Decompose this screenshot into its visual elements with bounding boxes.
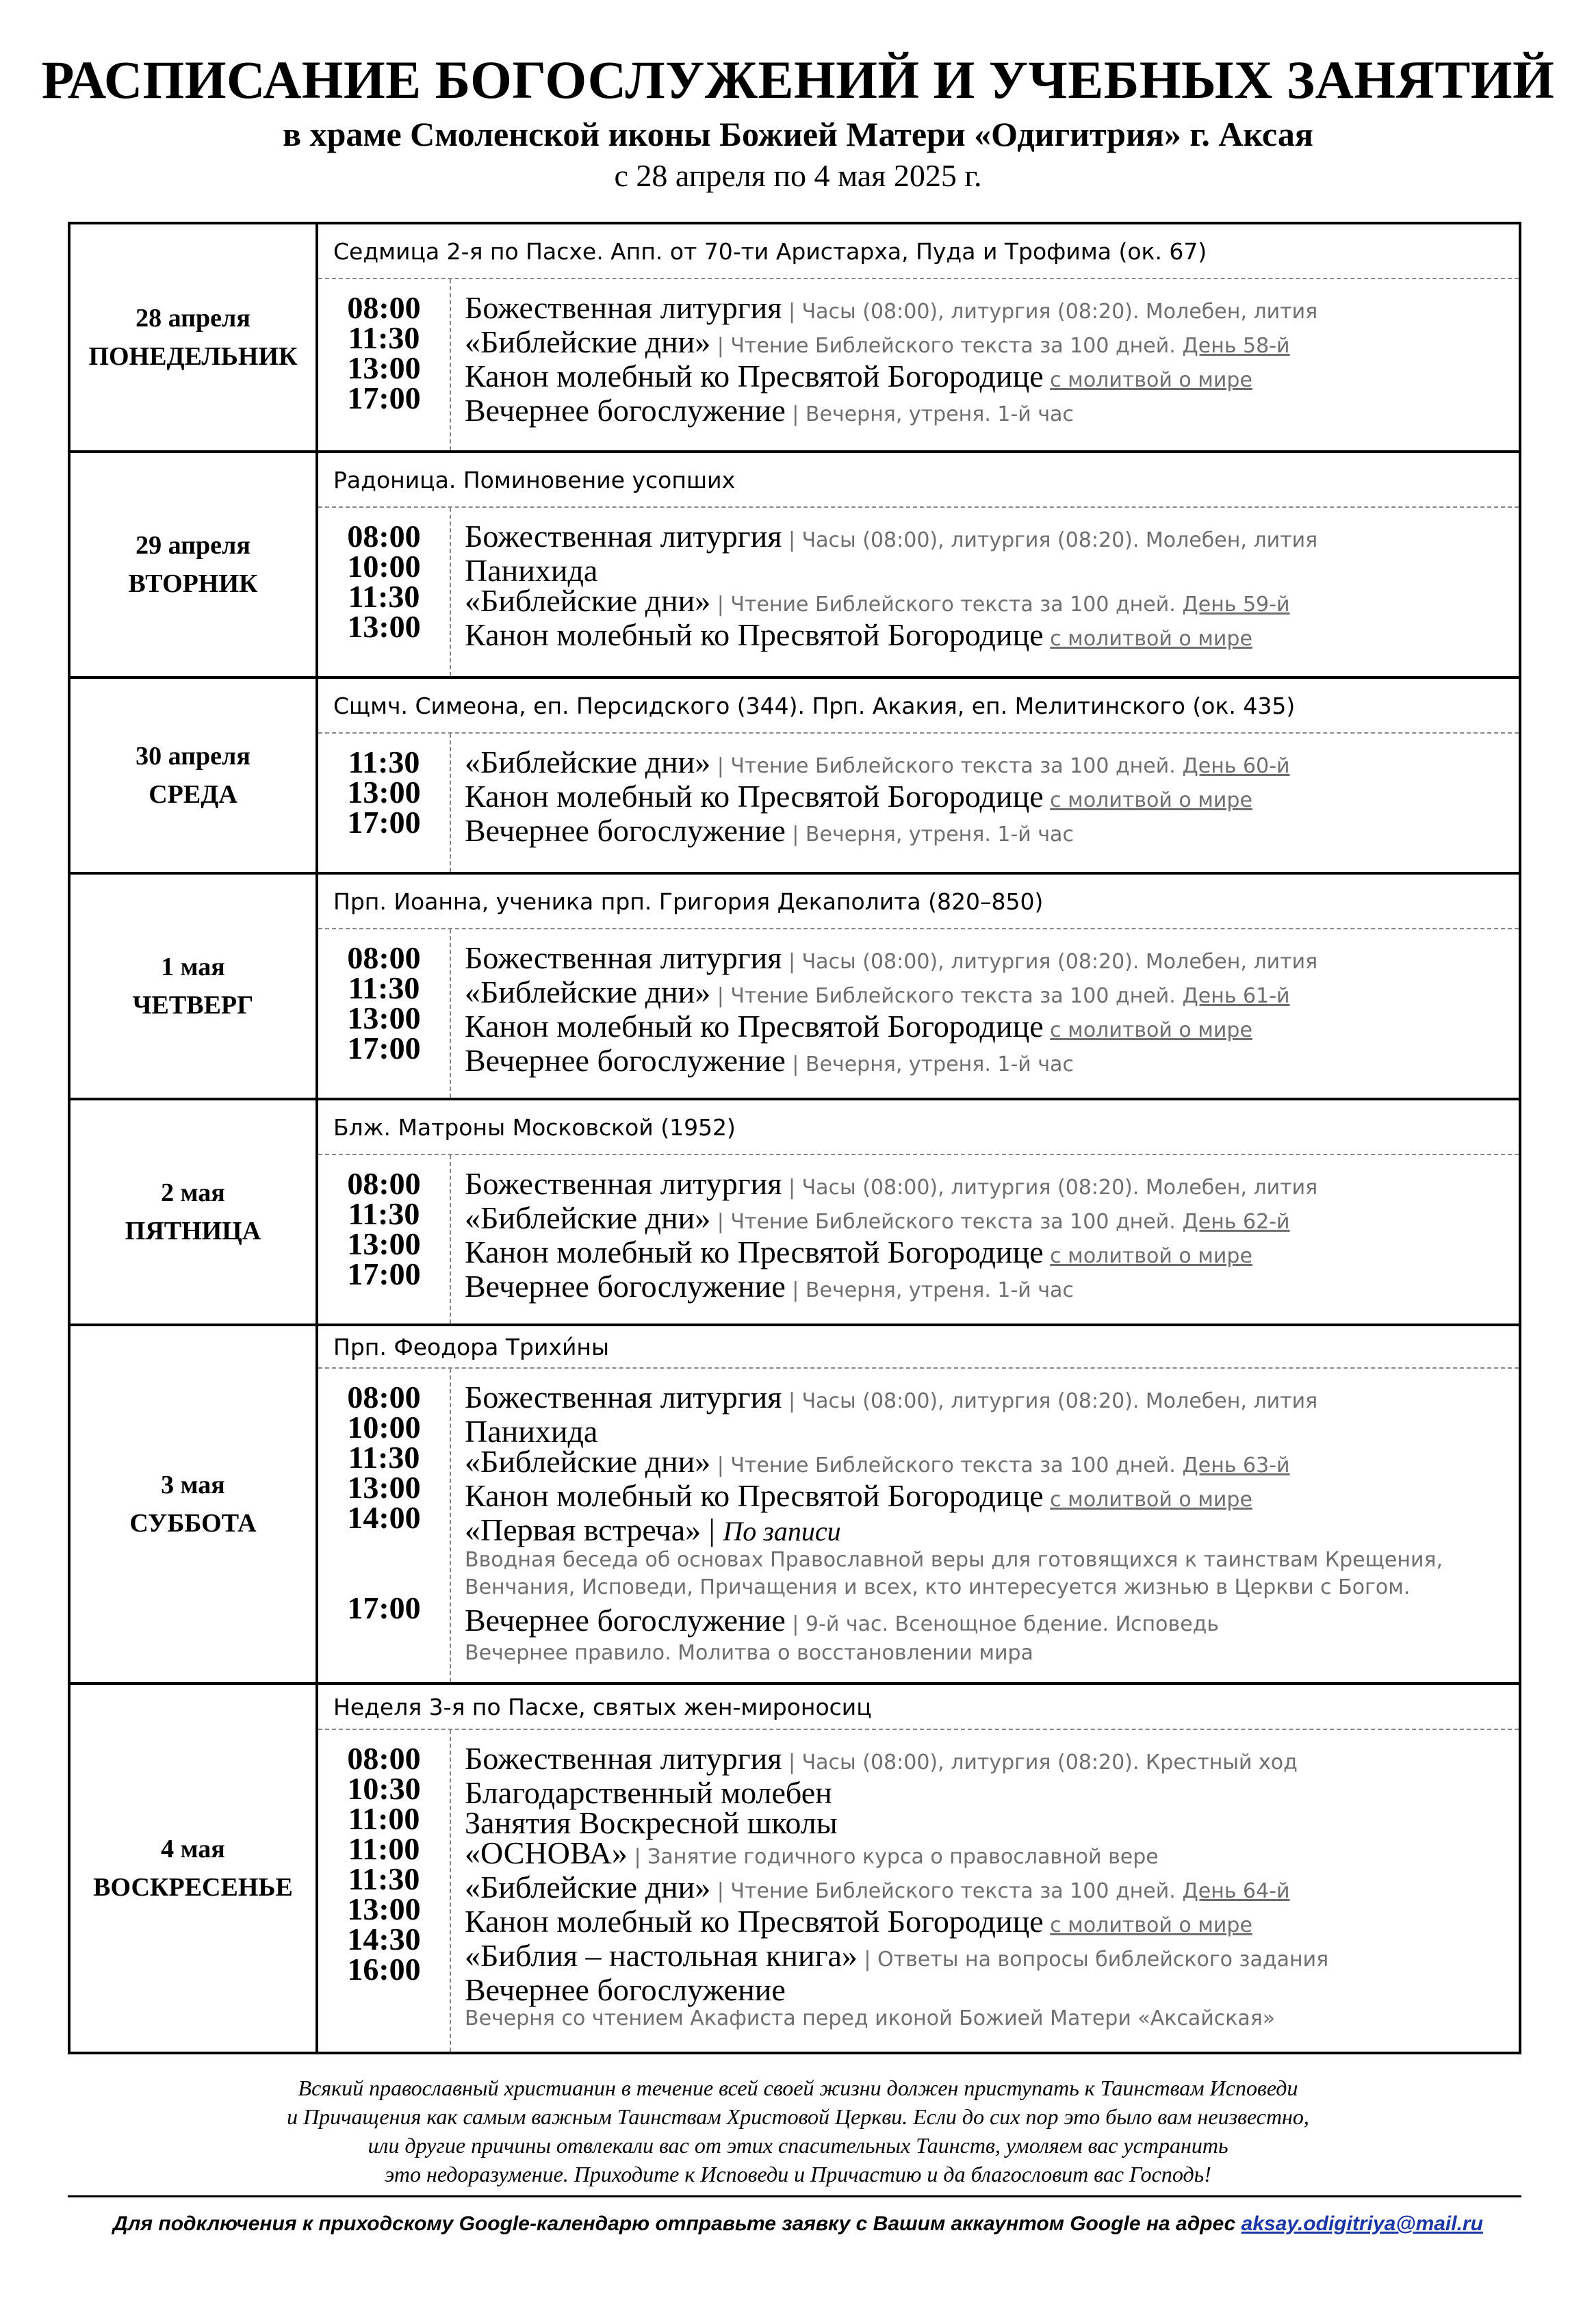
day-weekday: СУББОТА [129,1509,257,1538]
service-time: 13:00 [347,1000,421,1035]
service-name: Божественная литургия [465,1166,782,1201]
service-time-cell [318,1771,450,1806]
service-name: «Библейские дни» [465,974,711,1009]
service-time: 14:00 [347,1500,421,1535]
service-time-cell [318,747,450,777]
service-time-cell [318,1256,450,1291]
service-line [465,1972,1519,2007]
service-time: 14:30 [347,1922,421,1957]
service-time: 08:00 [347,1741,421,1776]
day-weekday: ВОСКРЕСЕНЬЕ [93,1873,293,1902]
service-line [465,813,1519,850]
page-header [0,48,1596,196]
service-time-cell [318,1000,450,1035]
service-line [465,940,1519,977]
day-row [70,1682,1519,2052]
service-link[interactable]: День 61-й [1182,984,1290,1008]
service-line [465,1444,1519,1481]
service-line [465,974,1519,1011]
service-time: 17:00 [347,1031,421,1066]
service-link[interactable]: с молитвой о мире [1050,788,1252,812]
page-subtitle: в храме Смоленской иконы Божией Матери «Одигитрия» г. Аксая [283,115,1313,153]
service-item [465,1200,1519,1237]
service-time-cell [318,1031,450,1066]
service-name: «Библейские дни» [465,1870,711,1905]
services-block [318,1730,1519,2052]
service-item [465,1382,1519,1417]
service-time: 17:00 [347,1256,421,1291]
services-column [451,279,1519,450]
service-note: | Чтение Библейского текста за 100 дней. [710,1454,1183,1477]
footer-note-line: Всякий православный христианин в течение всей своей жизни должен приступать к Таинствам Исповеди [298,2076,1298,2100]
service-time: 11:30 [348,745,420,779]
day-label [70,1685,318,2052]
service-time: 10:30 [347,1771,421,1806]
service-line [465,324,1519,361]
service-link[interactable]: с молитвой о мире [1050,368,1252,392]
calendar-notice [0,2209,1596,2239]
service-item [465,553,1519,588]
day-date: 30 апреля [136,742,250,771]
service-note: | Занятие годичного курса о православной вере [627,1845,1159,1869]
services-block [318,508,1519,676]
service-time: 10:00 [347,1410,421,1445]
service-extra-text: Вечерня со чтением Акафиста перед иконой Божией Матери «Аксайская» [465,2006,1276,2030]
day-row [70,676,1519,872]
day-row [70,1324,1519,1682]
service-time-cell [318,1470,450,1505]
service-extra-text: Вводная беседа об основах Православной веры для готовящихся к таинствам Крещения, [465,1548,1443,1572]
service-name: «Библия – настольная книга» [465,1938,858,1973]
service-name: Вечернее богослужение [465,1972,786,2007]
day-date: 1 мая [161,953,225,981]
service-time: 11:30 [348,970,420,1005]
service-name: Канон молебный ко Пресвятой Богородице [465,359,1044,393]
service-time-cell [318,1741,450,1776]
service-name: Божественная литургия [465,519,782,554]
service-name: Божественная литургия [465,940,782,975]
service-line [465,1835,1519,1872]
service-item [465,1872,1519,1907]
service-time: 08:00 [347,290,421,325]
service-item [465,940,1519,977]
service-note: | Часы (08:00), литургия (08:20). Крестный ход [782,1751,1298,1774]
service-name: Божественная литургия [465,1380,782,1415]
service-time-cell [318,290,450,325]
service-time: 17:00 [347,380,421,415]
service-item [465,1972,1519,2038]
service-extra-text: Венчания, Исповеди, Причащения и всех, кто интересуется жизнью в Церкви с Богом. [465,1575,1411,1599]
service-note: | Чтение Библейского текста за 100 дней. [710,593,1183,617]
service-note: | Вечерня, утреня. 1-й час [785,402,1074,426]
service-item [465,1904,1519,1941]
service-link[interactable]: с молитвой о мире [1050,1244,1252,1268]
service-time: 13:00 [347,1226,421,1261]
service-name: Канон молебный ко Пресвятой Богородице [465,1009,1044,1044]
times-column [318,1155,451,1324]
service-note: | Чтение Библейского текста за 100 дней. [710,1210,1183,1234]
day-row [70,450,1519,676]
service-time-cell [318,579,450,614]
service-note: | Чтение Библейского текста за 100 дней. [710,1879,1183,1903]
service-line [465,747,1519,782]
service-item [465,1741,1519,1778]
contact-email-link[interactable]: aksay.odigitriya@mail.ru [1241,2212,1483,2235]
service-time-cell [318,320,450,355]
service-name: «Первая встреча» | [465,1512,723,1547]
service-note [1044,627,1051,651]
services-column [451,508,1519,676]
calendar-notice-text: Для подключения к приходскому Google-календарю отправьте заявку с Вашим аккаунтом Google на адрес [113,2212,1241,2235]
service-link[interactable]: День 62-й [1182,1210,1290,1234]
service-note: | Чтение Библейского текста за 100 дней. [710,334,1183,358]
service-name: Божественная литургия [465,290,782,325]
day-content [318,1685,1519,2052]
service-item [465,1414,1519,1449]
date-range: с 28 апреля по 4 мая 2025 г. [614,158,982,193]
service-time-cell [318,1226,450,1261]
service-time-cell [318,549,450,584]
services-column [451,1730,1519,2052]
service-time: 08:00 [347,519,421,554]
service-note: | Вечерня, утреня. 1-й час [785,1278,1074,1302]
service-item [465,779,1519,816]
service-link[interactable]: с молитвой о мире [1050,1488,1252,1512]
service-item [465,1775,1519,1810]
day-label [70,224,318,450]
service-note: | Чтение Библейского текста за 100 дней. [710,754,1183,778]
service-item [465,361,1519,396]
service-link[interactable]: с молитвой о мире [1050,1018,1252,1042]
service-line [465,393,1519,430]
service-item [465,583,1519,620]
day-weekday: ПОНЕДЕЛЬНИК [88,342,298,371]
services-column [451,1369,1519,1682]
service-line [465,1237,1519,1271]
service-item [465,1043,1519,1080]
service-time-cell [318,1196,450,1231]
service-name: «ОСНОВА» [465,1835,628,1870]
service-time-cell [318,521,450,552]
service-note [1044,368,1051,392]
service-time: 13:00 [347,1470,421,1505]
times-column [318,508,451,676]
service-link[interactable]: с молитвой о мире [1050,1913,1252,1937]
service-time: 13:00 [347,775,421,810]
services-block [318,929,1519,1098]
service-name: «Библейские дни» [465,324,711,359]
service-note: | Вечерня, утреня. 1-й час [785,1053,1074,1076]
service-time: 11:30 [348,1440,420,1475]
service-link[interactable]: День 63-й [1182,1454,1290,1477]
day-content [318,679,1519,872]
service-item [465,617,1519,654]
service-time-cell [318,1861,450,1896]
service-name: Вечернее богослужение [465,1603,786,1638]
service-item [465,1938,1519,1975]
service-item [465,324,1519,361]
services-column [451,1155,1519,1324]
feast-title: Седмица 2-я по Пасхе. Апп. от 70-ти Аристарха, Пуда и Трофима (ок. 67) [318,224,1519,279]
service-name: «Библейские дни» [465,1200,711,1235]
footer-note [0,2074,1596,2189]
day-label [70,453,318,676]
day-row [70,224,1519,450]
service-line [465,1872,1519,1907]
day-date: 29 апреля [136,531,250,560]
service-note: | Чтение Библейского текста за 100 дней. [710,984,1183,1008]
day-label [70,1100,318,1324]
times-column [318,1730,451,2052]
service-line [465,1166,1519,1203]
service-name: Вечернее богослужение [465,1043,786,1078]
day-content [318,1100,1519,1324]
service-note: | Часы (08:00), литургия (08:20). Молебен, лития [782,1176,1318,1200]
day-date: 3 мая [161,1471,225,1499]
service-note [1044,1244,1051,1268]
service-note: | 9-й час. Всенощное бдение. Исповедь [785,1612,1220,1636]
times-column [318,279,451,450]
service-line [465,1011,1519,1046]
service-time-cell [318,1954,450,2017]
service-line [465,521,1519,556]
day-row [70,872,1519,1098]
service-name: Панихида [465,553,598,588]
service-item [465,1271,1519,1306]
services-block [318,734,1519,872]
footer-note-line: это недоразумение. Приходите к Исповеди и Причастию и да благословит вас Господь! [385,2162,1211,2186]
service-name: «Библейские дни» [465,745,711,779]
service-time-cell [318,380,450,415]
service-name: Канон молебный ко Пресвятой Богородице [465,1478,1044,1513]
service-line [465,1271,1519,1306]
service-time-cell [318,970,450,1005]
service-time-cell [318,609,450,644]
times-column [318,734,451,872]
service-line [465,779,1519,816]
footer-note-line: или другие причины отвлекали вас от этих спасительных Таинств, умоляем вас устранить [368,2133,1228,2158]
service-item [465,1835,1519,1872]
day-date: 4 мая [161,1835,225,1863]
services-block [318,279,1519,450]
service-line [465,1605,1519,1640]
day-weekday: ЧЕТВЕРГ [132,991,254,1020]
service-time-cell [318,1801,450,1836]
service-time-cell [318,1831,450,1866]
feast-title: Блж. Матроны Московской (1952) [318,1100,1519,1155]
service-time-cell [318,1380,450,1415]
services-column [451,929,1519,1098]
service-name: Благодарственный молебен [465,1775,832,1810]
service-time-cell [318,940,450,975]
service-time: 13:00 [347,350,421,385]
service-item [465,747,1519,782]
service-name: Вечернее богослужение [465,1269,786,1304]
day-label [70,679,318,872]
day-weekday: СРЕДА [149,780,237,809]
day-label [70,1326,318,1682]
service-item [465,1805,1519,1840]
service-link[interactable]: День 60-й [1182,754,1290,778]
service-time: 10:00 [347,549,421,584]
service-note: | Часы (08:00), литургия (08:20). Молебен, лития [782,300,1318,324]
service-time-cell [318,1412,450,1443]
service-time: 17:00 [347,805,421,840]
service-note [1044,788,1051,812]
page-title: РАСПИСАНИЕ БОГОСЛУЖЕНИЙ И УЧЕБНЫХ ЗАНЯТИЙ [41,50,1555,109]
service-line [465,1775,1519,1810]
service-line [465,1414,1519,1449]
service-time-cell [318,1166,450,1201]
day-content [318,1326,1519,1682]
service-time-cell [318,1922,450,1957]
service-line [465,1382,1519,1417]
times-column [318,929,451,1098]
service-line [465,1938,1519,1975]
service-time-cell [318,1590,450,1656]
service-name: Занятия Воскресной школы [465,1805,838,1840]
service-note: | Вечерня, утреня. 1-й час [785,823,1074,847]
service-time: 11:00 [348,1801,420,1836]
service-line [465,290,1519,327]
service-line [465,1478,1519,1515]
service-time: 08:00 [347,940,421,975]
service-note [1044,1018,1051,1042]
service-item [465,290,1519,327]
service-line [465,1904,1519,1941]
day-content [318,875,1519,1098]
service-line [465,1512,1519,1547]
service-time: 11:30 [348,1861,420,1896]
service-link[interactable]: День 64-й [1182,1879,1290,1903]
service-name: «Библейские дни» [465,583,711,618]
service-time: 13:00 [347,609,421,644]
service-name: Божественная литургия [465,1741,782,1776]
service-name: Канон молебный ко Пресвятой Богородице [465,617,1044,652]
service-name: Канон молебный ко Пресвятой Богородице [465,1904,1044,1939]
day-content [318,224,1519,450]
service-item [465,1166,1519,1203]
service-note [1044,1913,1051,1937]
service-note: | Часы (08:00), литургия (08:20). Молебен, лития [782,528,1318,552]
service-item [465,1444,1519,1481]
feast-title: Радоница. Поминовение усопших [318,453,1519,508]
service-name: Канон молебный ко Пресвятой Богородице [465,779,1044,814]
service-time: 08:00 [347,1380,421,1415]
service-line [465,1043,1519,1080]
service-name: «Библейские дни» [465,1444,711,1479]
service-line [465,1741,1519,1778]
times-column [318,1369,451,1682]
services-block [318,1369,1519,1682]
service-item [465,1478,1519,1515]
service-name: Панихида [465,1414,598,1449]
service-time: 11:30 [348,320,420,355]
day-weekday: ВТОРНИК [128,569,258,598]
service-item [465,813,1519,850]
service-time: 13:00 [347,1892,421,1926]
footer-divider [68,2195,1521,2197]
footer-note-line: и Причащения как самым важным Таинствам Христовой Церкви. Если до сих пор это было вам неизвестно, [287,2104,1309,2129]
service-note: | Ответы на вопросы библейского задания [857,1948,1329,1972]
services-column [451,734,1519,872]
service-name: Вечернее богослужение [465,393,786,428]
service-item [465,1011,1519,1046]
schedule-table [68,222,1521,2054]
day-row [70,1098,1519,1324]
day-weekday: ПЯТНИЦА [125,1217,261,1245]
service-time: 11:30 [348,1196,420,1231]
service-item [465,1237,1519,1271]
feast-title: Сщмч. Симеона, еп. Персидского (344). Прп. Акакия, еп. Мелитинского (ок. 435) [318,679,1519,734]
service-link[interactable]: День 59-й [1182,593,1290,617]
service-time: 11:00 [348,1831,420,1866]
service-line [465,361,1519,396]
service-time-cell [318,350,450,385]
day-content [318,453,1519,676]
service-name: Вечернее богослужение [465,813,786,848]
service-line [465,1200,1519,1237]
service-item [465,1605,1519,1668]
service-time-cell [318,1894,450,1924]
service-line [465,617,1519,654]
service-link[interactable]: с молитвой о мире [1050,627,1252,651]
service-note [1044,1488,1051,1512]
feast-title: Прп. Феодора Трихи́ны [318,1326,1519,1369]
service-item [465,1512,1519,1605]
service-line [465,583,1519,620]
services-block [318,1155,1519,1324]
service-time: 17:00 [347,1590,421,1625]
service-item [465,393,1519,430]
service-line [465,1805,1519,1840]
service-time: 08:00 [347,1166,421,1201]
service-time-cell [318,1500,450,1593]
service-note: | Часы (08:00), литургия (08:20). Молебен, лития [782,950,1318,974]
service-item [465,974,1519,1011]
day-date: 2 мая [161,1178,225,1207]
service-time-cell [318,805,450,840]
service-extra-text: Вечернее правило. Молитва о восстановлении мира [465,1641,1033,1665]
service-note: | Часы (08:00), литургия (08:20). Молебен, лития [782,1389,1318,1413]
service-time-cell [318,1440,450,1475]
day-label [70,875,318,1098]
service-link[interactable]: День 58-й [1182,334,1290,358]
service-time: 11:30 [348,579,420,614]
service-name: Канон молебный ко Пресвятой Богородице [465,1235,1044,1269]
day-date: 28 апреля [136,304,250,333]
service-time: 16:00 [347,1952,421,1987]
service-line [465,553,1519,588]
service-time-cell [318,777,450,808]
service-item [465,521,1519,556]
feast-title: Прп. Иоанна, ученика прп. Григория Декаполита (820–850) [318,875,1519,929]
feast-title: Неделя 3-я по Пасхе, святых жен-мироносиц [318,1685,1519,1730]
service-note-italic: По записи [723,1516,841,1547]
